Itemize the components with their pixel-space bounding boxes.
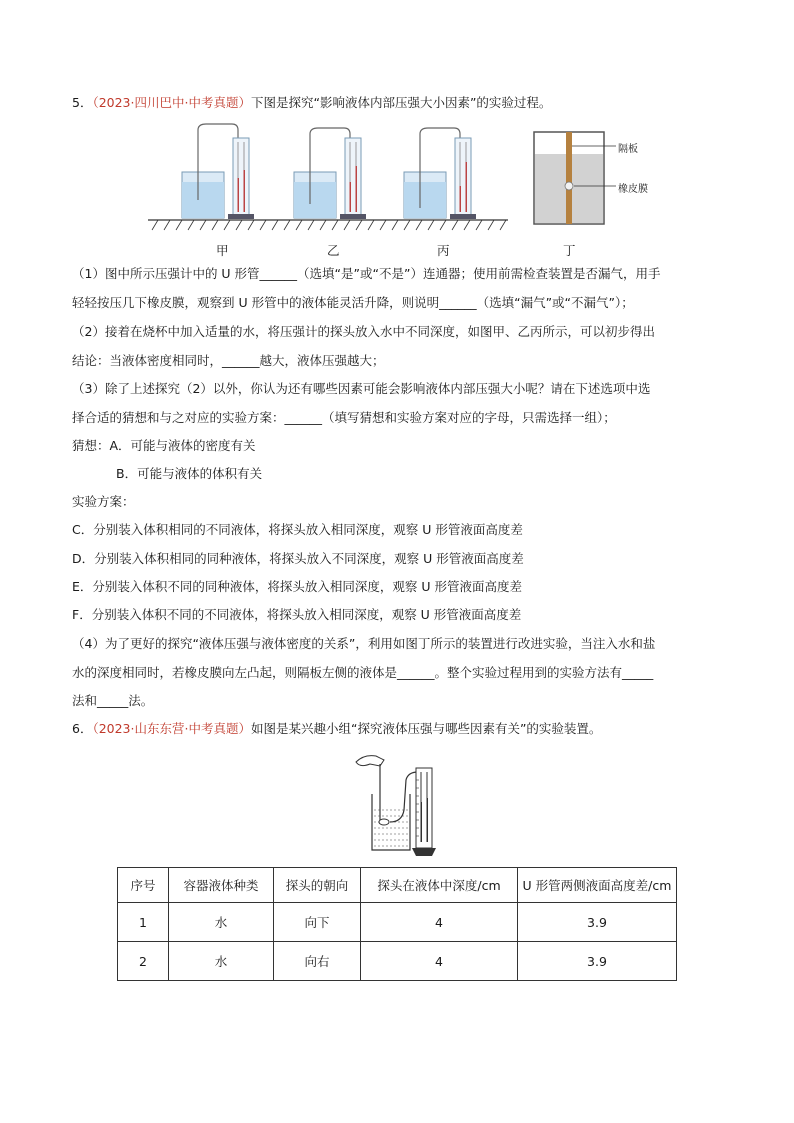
table-cell: 4 (361, 942, 518, 981)
q5-line: （2）接着在烧杯中加入适量的水，将压强计的探头放入水中不同深度，如图甲、乙丙所示，可以初步得出 (72, 324, 655, 339)
q6-source: （2023·山东东营·中考真题） (92, 721, 251, 736)
q5-line: B．可能与液体的体积有关 (116, 466, 263, 481)
q6-apparatus-figure (350, 750, 450, 860)
q5-line: C．分别装入体积相同的不同液体，将探头放入相同深度，观察 U 形管液面高度差 (72, 522, 523, 537)
col-header: 容器液体种类 (169, 868, 274, 903)
apparatus-jia (182, 124, 254, 219)
q5-stem: 下图是探究“影响液体内部压强大小因素”的实验过程。 (250, 95, 552, 110)
apparatus-bing (404, 128, 476, 219)
q6-data-table (117, 867, 677, 981)
table-cell: 向右 (274, 942, 361, 981)
q5-line: E．分别装入体积不同的同种液体，将探头放入相同深度，观察 U 形管液面高度差 (72, 579, 522, 594)
q5-line: D．分别装入体积相同的同种液体，将探头放入不同深度，观察 U 形管液面高度差 (72, 551, 524, 566)
col-header: 探头的朝向 (274, 868, 361, 903)
q5-header (72, 95, 722, 111)
ding-label-membrane: 橡皮膜 (618, 184, 648, 195)
col-header: 序号 (118, 868, 169, 903)
fig-label-bing: 丙 (437, 243, 450, 258)
table-header-row (118, 868, 677, 903)
table-cell: 向下 (274, 903, 361, 942)
q6-number: 6． (72, 721, 93, 736)
fig-label-jia: 甲 (216, 243, 229, 258)
q5-source: （2023·四川巴中·中考真题） (92, 95, 251, 110)
q5-line: F．分别装入体积不同的不同液体，将探头放入相同深度，观察 U 形管液面高度差 (72, 607, 522, 622)
q5-line: （4）为了更好的探究“液体压强与液体密度的关系”，利用如图丁所示的装置进行改进实验，当注入水和盐 (72, 636, 656, 651)
table-row (118, 903, 677, 942)
q5-apparatus-figure (148, 120, 518, 240)
ding-label-partition: 隔板 (618, 144, 638, 155)
q5-line: 水的深度相同时，若橡皮膜向左凸起，则隔板左侧的液体是______。整个实验过程用到的实验方法有_____ (72, 665, 654, 680)
fig-label-yi: 乙 (327, 243, 340, 258)
q6-stem: 如图是某兴趣小组“探究液体压强与哪些因素有关”的实验装置。 (250, 721, 602, 736)
q5-line: （3）除了上述探究（2）以外，你认为还有哪些因素可能会影响液体内部压强大小呢？请在下述选项中选 (72, 381, 651, 396)
q5-line: 实验方案： (72, 494, 135, 509)
q5-number: 5． (72, 95, 93, 110)
q6-header (72, 721, 722, 737)
table-cell: 1 (118, 903, 169, 942)
q5-line: 猜想：A．可能与液体的密度有关 (72, 438, 256, 453)
col-header: 探头在液体中深度/cm (361, 868, 518, 903)
table-cell: 水 (169, 942, 274, 981)
apparatus-yi (294, 128, 366, 219)
table-cell: 4 (361, 903, 518, 942)
fig-label-ding: 丁 (563, 243, 576, 258)
table-row (118, 942, 677, 981)
q5-line: （1）图中所示压强计中的 U 形管______（选填“是”或“不是”）连通器；使用前需检查装置是否漏气，用手 (72, 266, 661, 281)
q5-line: 法和_____法。 (72, 693, 154, 708)
table-cell: 3.9 (518, 903, 677, 942)
table-cell: 3.9 (518, 942, 677, 981)
table-cell: 2 (118, 942, 169, 981)
col-header: U 形管两侧液面高度差/cm (518, 868, 677, 903)
q5-line: 轻轻按压几下橡皮膜，观察到 U 形管中的液体能灵活升降，则说明______（选填“漏气”或“不漏气”）； (72, 295, 634, 310)
q5-line: 择合适的猜想和与之对应的实验方案：______（填写猜想和实验方案对应的字母，只需选择一组）； (72, 410, 616, 425)
q5-line: 结论：当液体密度相同时，______越大，液体压强越大； (72, 353, 385, 368)
table-cell: 水 (169, 903, 274, 942)
